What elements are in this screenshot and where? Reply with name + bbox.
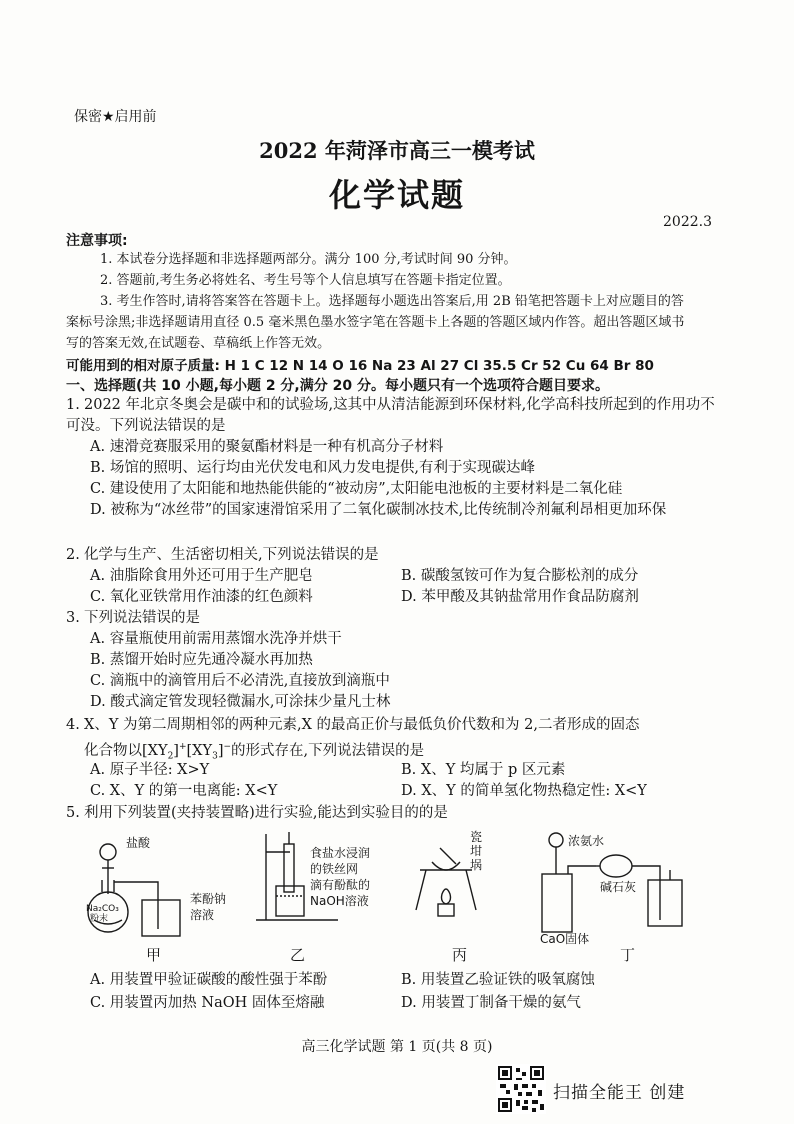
note-item-3: 3. 考生作答时,请将答案答在答题卡上。选择题每小题选出答案后,用 2B 铅笔把答题卡上对应题目的答案标号涂黑;非选择题请用直径 0.5 毫米黑色墨水签字笔在答题卡上各题的答题区域内作答。超出答题区域书写的答案无效,在试题卷、草稿纸上作答无效。: [66, 294, 685, 351]
q3-option-d: D. 酸式滴定管发现轻微漏水,可涂抹少量凡士林: [90, 694, 391, 710]
label-yi-3: 滴有酚酞的: [310, 878, 371, 892]
question-text: 2022 年北京冬奥会是碳中和的试验场,这其中从清洁能源到环保材料,化学高科技所起到的作用功不可没。下列说法错误的是: [66, 397, 715, 434]
label-crucible-1: 瓷: [470, 830, 483, 844]
label-cao: CaO固体: [540, 932, 590, 946]
caption-ding: 丁: [620, 946, 636, 964]
caption-bing: 丙: [452, 946, 468, 964]
question-text: 化学与生产、生活密切相关,下列说法错误的是: [84, 547, 379, 563]
question-number: 2.: [66, 547, 80, 563]
label-crucible-2: 坩: [470, 844, 483, 858]
caption-yi: 乙: [290, 946, 306, 964]
q2-option-b: B. 碳酸氢铵可作为复合膨松剂的成分: [401, 568, 639, 584]
label-powder: 粉末: [90, 914, 109, 924]
question-number: 3.: [66, 610, 80, 626]
q5-option-d: D. 用装置丁制备干燥的氨气: [401, 995, 581, 1011]
label-crucible-3: 埚: [470, 858, 483, 872]
exam-date: 2022.3: [663, 214, 712, 230]
q4-option-a: A. 原子半径: X>Y: [90, 762, 210, 778]
q4-option-b: B. X、Y 均属于 p 区元素: [401, 762, 566, 778]
label-hydrochloric-acid: 盐酸: [126, 836, 151, 850]
scanner-watermark: 扫描全能王 创建: [553, 1083, 686, 1103]
question-number: 4.: [66, 717, 80, 733]
question-3-stem: [66, 608, 716, 629]
formula-part: ]: [173, 742, 179, 759]
note-item-1: 1. 本试卷分选择题和非选择题两部分。满分 100 分,考试时间 90 分钟。: [100, 252, 517, 267]
question-2-stem: [66, 545, 716, 566]
label-na2co3: Na₂CO₃: [86, 904, 119, 914]
exam-title: 2022 年菏泽市高三一模考试: [259, 138, 535, 163]
formula-superscript: −: [223, 742, 232, 752]
q4-option-d: D. X、Y 的简单氢化物热稳定性: X<Y: [401, 783, 647, 799]
question-text: 的形式存在,下列说法错误的是: [231, 742, 425, 759]
notes-heading: 注意事项:: [66, 233, 128, 249]
label-yi-1: 食盐水浸润: [310, 846, 371, 860]
formula-subscript: 3: [212, 751, 218, 762]
q2-option-c: C. 氧化亚铁常用作油漆的红色颜料: [90, 589, 313, 605]
subject-title: 化学试题: [328, 176, 465, 214]
q2-option-d: D. 苯甲酸及其钠盐常用作食品防腐剂: [401, 589, 639, 605]
question-text: X、Y 为第二周期相邻的两种元素,X 的最高正价与最低负价代数和为 2,二者形成的固态: [84, 717, 640, 733]
caption-jia: 甲: [146, 946, 162, 964]
qr-code-icon: [496, 1064, 546, 1114]
formula-part: 化合物以[XY: [84, 742, 168, 759]
question-text: 利用下列装置(夹持装置略)进行实验,能达到实验目的的是: [84, 805, 448, 821]
q3-option-c: C. 滴瓶中的滴管用后不必清洗,直接放到滴瓶中: [90, 673, 390, 689]
q5-option-b: B. 用装置乙验证铁的吸氧腐蚀: [401, 972, 595, 988]
question-number: 1.: [66, 397, 80, 413]
q1-option-d: D. 被称为“冰丝带”的国家速滑馆采用了二氧化碳制冰技术,比传统制冷剂氟利昂相更加环保: [90, 502, 667, 518]
label-yi-4: NaOH溶液: [310, 894, 369, 908]
question-text: 下列说法错误的是: [84, 610, 200, 626]
q2-option-a: A. 油脂除食用外还可用于生产肥皂: [90, 568, 313, 584]
q3-option-b: B. 蒸馏开始时应先通冷凝水再加热: [90, 652, 313, 668]
page-footer: 高三化学试题 第 1 页(共 8 页): [301, 1039, 493, 1055]
label-yi-2: 的铁丝网: [310, 862, 359, 876]
question-1-stem: [66, 395, 716, 437]
atomic-masses: 可能用到的相对原子质量: H 1 C 12 N 14 O 16 Na 23 Al 27 Cl 35.5 Cr 52 Cu 64 Br 80: [66, 358, 654, 374]
q5-option-c: C. 用装置丙加热 NaOH 固体至熔融: [90, 995, 325, 1011]
formula-part: ]: [217, 742, 224, 759]
label-phenoxide-b: 溶液: [190, 908, 215, 922]
q1-option-b: B. 场馆的照明、运行均由光伏发电和风力发电提供,有利于实现碳达峰: [90, 460, 535, 476]
question-number: 5.: [66, 805, 80, 821]
formula-superscript: +: [178, 742, 187, 752]
label-soda-lime: 碱石灰: [600, 880, 637, 894]
confidential-label: 保密★启用前: [74, 109, 157, 125]
question-5-stem: [66, 803, 716, 824]
q1-option-c: C. 建设使用了太阳能和地热能供能的“被动房”,太阳能电池板的主要材料是二氧化硅: [90, 481, 623, 497]
question-4-stem: [66, 715, 746, 736]
section-heading: 一、选择题(共 10 小题,每小题 2 分,满分 20 分。每小题只有一个选项符合题目要求。: [66, 378, 609, 394]
q4-option-c: C. X、Y 的第一电离能: X<Y: [90, 783, 278, 799]
q5-option-a: A. 用装置甲验证碳酸的酸性强于苯酚: [90, 972, 328, 988]
q3-option-a: A. 容量瓶使用前需用蒸馏水洗净并烘干: [90, 631, 342, 647]
label-phenoxide-a: 苯酚钠: [190, 892, 227, 906]
q1-option-a: A. 速滑竞赛服采用的聚氨酯材料是一种有机高分子材料: [90, 439, 444, 455]
apparatus-bing: [416, 848, 476, 916]
formula-part: [XY: [186, 742, 213, 759]
formula-subscript: 2: [167, 751, 174, 762]
label-ammonia: 浓氨水: [568, 834, 605, 848]
note-item-2: 2. 答题前,考生务必将姓名、考生号等个人信息填写在答题卡指定位置。: [100, 273, 511, 288]
